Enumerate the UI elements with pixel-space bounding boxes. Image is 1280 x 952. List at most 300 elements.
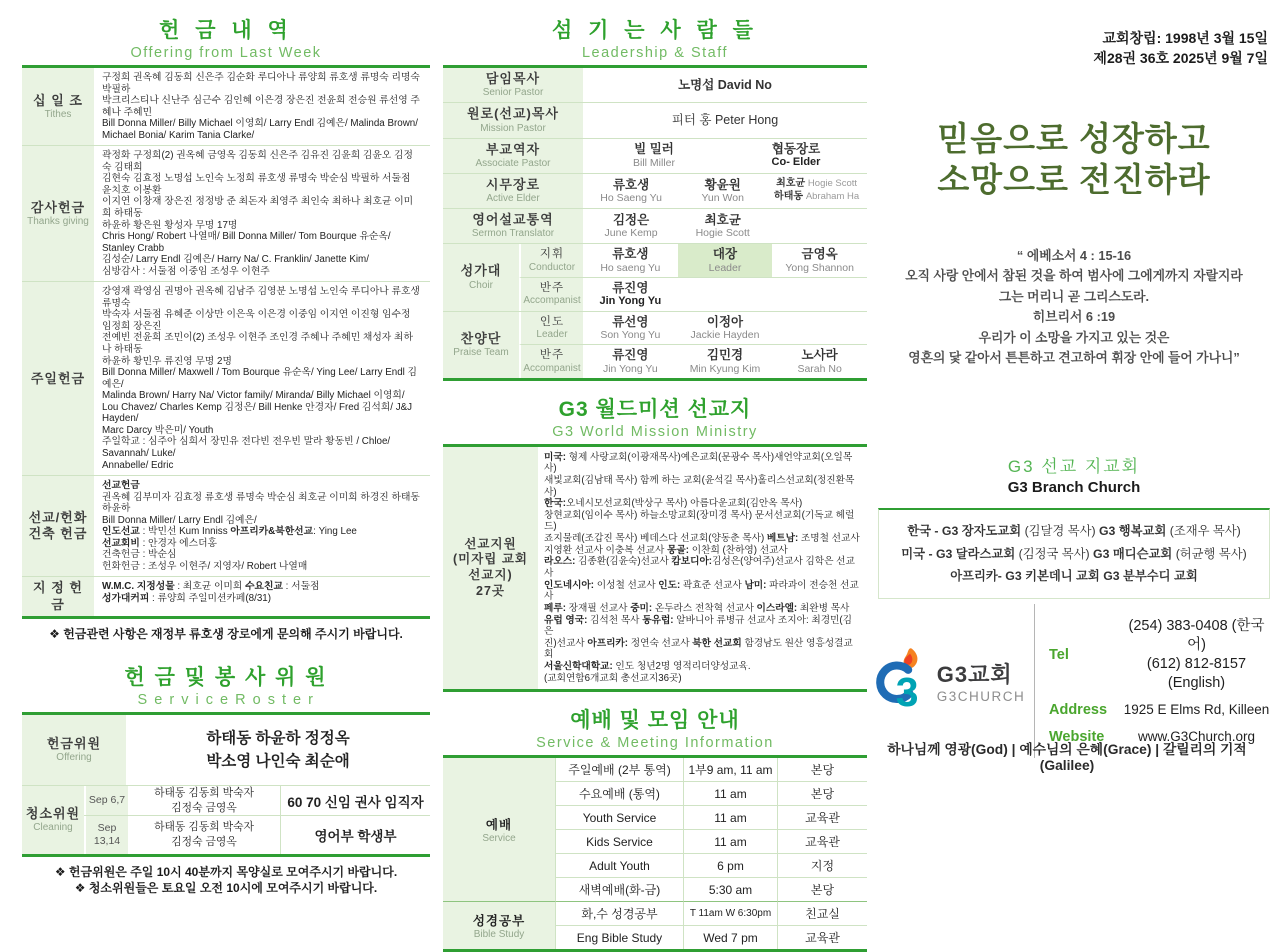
offering-column [22,0,430,899]
text-line: ❖ 청소위원들은 토요일 오전 10시에 모여주시기 바랍니다. [74,881,378,896]
text-line: 소망으로 전진하라 [937,161,1211,199]
text-line: 성가대커피 : 류양희 주일미션카페(8/31) [102,592,271,604]
service-cell: 11 am [683,781,777,805]
logo-name-ko: G3교회 [936,662,1013,688]
row-label [443,209,583,243]
person-en: Yong Shannon [785,261,854,274]
service-cell: 본당 [777,877,867,901]
cleaning-event: 영어부 학생부 [280,816,430,853]
person-ko: 대장 [712,247,738,262]
text-line: 지영환 선교사 이충복 선교사 몽골: 이찬희 (찬하영) 선교사 [544,544,788,556]
svg-text:3: 3 [895,669,919,716]
row-label-ko: 원로(선교)목사 [466,106,559,122]
logo-name-en: G3CHURCH [936,689,1026,705]
service-cell: 6 pm [683,853,777,877]
text-line: 죠지물레(조갑진 목사) 베데스다 선교회(양동춘 목사) 베트남: 조명철 선교사 [544,533,860,545]
contact-value [1121,701,1272,719]
person-ko: 류진영 [612,348,649,363]
row-label-ko: 선교지원 [464,536,517,551]
row-label-en: Associate Pastor [475,157,551,169]
text-line: 박숙자 서둘점 유혜준 이상만 이은욱 이은경 이중임 이지연 이진형 임수정 임정희 장은진 [102,309,411,332]
contact-label: Address [1049,702,1108,719]
person-en: Yun Won [701,192,744,205]
text-line: Bill Donna Miller/ Billy Michael 이영희/ Larry Endl 김예은/ Malinda Brown/ [102,118,418,130]
leadership-group-praise-team [443,311,867,378]
text-line: 유럽 영국: 김석천 목사 동유럽: 알바니아 류병규 선교사 조지아: 최경민(김은 [544,614,853,638]
contact-row-tel [1049,617,1272,692]
contact-label: Website [1049,728,1105,745]
service-cell: 수요예배 (통역) [555,781,683,805]
text-line: Marc Darcy 박은미/ Youth [102,424,214,436]
text-line: (254) 383-0408 (한국어) [1128,618,1265,653]
service-group-ko: 예배 [485,818,513,833]
text-line: 하윤하 황은원 황성자 무명 17명 [102,219,238,231]
row-label-en: Conductor [528,261,576,273]
offering-committee-names [126,715,430,786]
sub-role-label [519,344,583,377]
offering-notice: ❖ 헌금관련 사항은 재정부 류호생 장로에게 문의해 주시기 바랍니다. [49,626,403,641]
row-label [22,786,84,853]
person-cell [772,345,867,377]
text-line: Chris Hong/ Robert 나열매/ Bill Donna Miller/ Tom Bourque 유순옥/ Stanley Crabb [102,231,391,254]
service-cell: Youth Service [555,805,683,829]
person-cell [583,312,678,344]
person-cell [583,345,678,377]
offering-section-title [22,14,430,61]
sub-role-label [519,312,583,344]
text-line: 오직 사랑 안에서 참된 것을 하여 범사에 그에게까지 자랄지라 [905,268,1243,284]
person-cell [583,110,867,130]
theme-title [876,118,1272,201]
text-line: 선교헌금 [102,480,140,492]
leadership-title-ko: 섬 기 는 사 람 들 [552,19,758,42]
row-label-ko: 선교지) [468,567,513,582]
text-line: 곽정화 구정희(2) 권옥혜 금영옥 김동희 신은주 김유진 김윤희 김윤오 김정숙 김태희 [102,150,413,173]
row-label-en: Mission Pastor [480,122,546,134]
service-title-en: Service & Meeting Information [536,735,774,752]
branch-section-title [876,452,1272,496]
text-line: ❖ 헌금위원은 주일 10시 40분까지 목양실로 모여주시기 바랍니다. [54,864,398,879]
service-cell: Wed 7 pm [683,925,777,949]
row-label [443,68,583,102]
leadership-cells [583,244,867,276]
branch-church-list [878,508,1270,599]
roster-table [22,712,430,857]
row-label-ko: 담임목사 [485,71,541,86]
service-cell: 교육관 [777,925,867,949]
row-label-ko: 성가대 [460,263,502,279]
row-label-ko: 주일헌금 [30,370,86,386]
service-cell: 11 am [683,805,777,829]
text-line: “ 에베소서 4 : 15-16 [1016,248,1132,263]
text-line: (교회연합6개교회 총선교지36곳) [544,672,682,684]
person-cell [772,244,867,276]
text-line: 구정희 권옥혜 김동희 신은주 김순화 루디아나 류양희 류호생 류명숙 리명숙 박필하 [102,72,420,95]
row-label-ko: 건축 헌금 [28,526,88,542]
offering-row-designated [22,576,430,616]
branch-title-ko: G3 선교 지교회 [1007,457,1141,476]
text-line: 1925 E Elms Rd, Killeen [1123,702,1270,718]
row-label [22,476,94,576]
leadership-group-choir [443,243,867,310]
row-label-en: Tithes [44,108,72,120]
text-line: 영혼의 닻 같아서 튼튼하고 견고하여 휘장 안에 들어 가나니” [908,350,1240,366]
person-ko: 이정아 [706,314,744,329]
person-ko: 황윤원 [704,177,741,192]
person-ko: 김민경 [706,348,744,363]
leadership-cells [583,103,867,137]
mission-content [538,447,867,690]
mission-table [443,444,867,693]
service-cell: 화,수 성경공부 [555,901,683,925]
text-line: 히브리서 6 :19 [1032,309,1116,325]
offering-row-content [94,68,430,145]
scripture-verse [876,246,1272,369]
offering-row-tithes [22,68,430,145]
cleaning-date: Sep 13,14 [84,816,128,853]
sub-role-label [519,277,583,311]
contact-table [1034,604,1272,758]
row-label-ko: 부교역자 [485,141,541,157]
text-line: 믿음으로 성장하고 [937,120,1211,157]
service-group-label [443,758,555,901]
row-label-en: Cleaning [33,822,73,833]
person-cell [679,210,766,242]
text-line: 그는 머리니 곧 그리스도라. [998,288,1150,304]
text-line: 김성순/ Larry Endl 김예은/ Harry Na/ C. Franklin/ Janette Kim/ [102,254,369,266]
contact-value [1121,617,1272,692]
mission-label [443,447,538,690]
person-en: Jin Yong Yu [599,295,662,308]
row-label-ko: 십 일 조 [33,92,83,108]
person-cell [583,139,725,171]
leadership-row-senior-pastor [443,68,867,102]
person-ko: 빌 밀러 [634,142,674,157]
offering-row-content [94,282,430,475]
text-line: 인도네시아: 이성철 선교사 인도: 곽효준 선교사 남미: 파라과이 전승천 선교사 [544,579,859,603]
person-cell [678,244,773,276]
service-group-en: Service [482,833,516,845]
text-line: 박크리스티나 신난주 심근수 김인혜 이은경 장은진 전윤희 전승원 류선영 주혜나 주혜민 [102,95,420,118]
cleaning-names [128,816,280,853]
offering-row-content [94,146,430,281]
leadership-row-sermon-translator [443,208,867,243]
person-ko: 노명섭 David No [678,77,772,92]
row-label [22,715,126,786]
right-column [876,0,1272,777]
roster-offering-row [22,715,430,786]
text-line: 하태동 하윤하 정정옥 [206,729,350,747]
leadership-title-en: Leadership & Staff [581,45,729,61]
mission-title-ko: G3 월드미션 선교지 [558,397,752,421]
row-label [443,139,583,173]
leadership-row-mission-pastor [443,102,867,137]
service-cell: Eng Bible Study [555,925,683,949]
person-ko: 김정은 [612,212,650,227]
person-en: Min Kyung Kim [689,362,761,375]
text-line: 페루: 장재필 선교사 중미: 온두라스 전착혁 선교사 이스라엘: 최완병 목사 [544,602,850,614]
person-en: Jackie Hayden [690,329,760,342]
row-label-ko: 영어설교통역 [472,212,554,227]
text-line: Michael Bonia/ Karim Tania Clarke/ [102,129,255,141]
person-en: Bill Miller [633,156,675,169]
person-en: Ho Saeng Yu [600,192,662,205]
row-label-en: Choir [469,279,493,291]
text-line: Lou Chavez/ Charles Kemp 김정은/ Bill Henke 안경자/ Fred 김석희/ J&J Hayden/ [102,401,413,425]
cleaning-row [84,815,430,853]
text-line: 하태동 김동희 박숙자 [154,787,254,800]
row-label [443,312,519,378]
row-label-ko: 청소위원 [25,805,81,821]
person-ko: 류선영 [612,314,649,329]
row-label-en: Praise Team [453,346,509,358]
logo-texts [937,658,1026,704]
contact-row-address [1049,701,1272,719]
roster-section-title [22,661,430,708]
text-line: 이지연 이창재 장은진 정정방 준 최돈자 최영주 최인숙 최하나 최호균 이미희 하태동 [102,196,414,220]
text-line: 진)선교사 아프리카: 정연숙 선교사 북한 선교회 함경남도 원산 영흥성결교회 [544,637,853,661]
service-cell: 11 am [683,829,777,853]
service-group-en: Bible Study [473,929,525,941]
row-label-en: Accompanist [523,295,581,307]
person-cell [583,210,679,242]
row-label-ko: 인도 [539,315,565,328]
service-title-ko: 예배 및 모임 안내 [570,709,740,733]
service-cell: Kids Service [555,829,683,853]
offering-row-sunday [22,281,430,475]
leadership-cells [583,68,867,102]
row-label-ko: 선교/헌화 [28,509,88,525]
offering-row-mission-flower [22,475,430,576]
row-label [22,282,94,475]
g3-logo-icon [871,645,933,717]
cleaning-names-lines [154,786,254,815]
service-cell: 본당 [777,758,867,781]
row-label-ko: 반주 [539,282,565,294]
person-cell [583,278,678,311]
person-en: Son Yong Yu [600,329,661,342]
person-en: Co- Elder [771,156,821,169]
row-label-en: Accompanist [523,362,581,374]
text-line: Bill Donna Miller/ Larry Endl 김예은/ [102,514,257,526]
text-line: (612) 812-8157 (English) [1146,655,1247,691]
person-en: June Kemp [604,227,658,240]
service-section-title [443,704,867,751]
contact-block [862,604,1272,758]
person-cell [766,175,867,206]
text-line: 하윤하 황민우 류진영 무명 2명 [102,355,232,367]
mission-section-title [443,393,867,440]
person-en: Sarah No [797,362,842,375]
text-line: 강영재 곽영심 권명아 권옥혜 김남주 김영분 노명섭 노인숙 루디아나 류호생 류명숙 [102,286,420,309]
person-ko: 피터 홍 Peter Hong [671,113,779,128]
person-en: Ho saeng Yu [600,261,661,274]
row-label [22,146,94,281]
service-cell: T 11am W 6:30pm [683,901,777,925]
row-label [443,174,583,208]
row-label-en: Thanks giving [27,215,89,227]
person-pair: 최호균 Hogie Scott [776,178,858,190]
text-line: 새빛교회(김남태 목사) 함께 하는 교회(윤석길 목사)홀리스선교회(정진환목사) [544,474,855,498]
row-label-en: Leader [536,329,568,341]
person-ko: 류호생 [612,247,649,262]
offering-row-content [94,476,430,576]
contact-label: Tel [1049,646,1069,663]
service-cell: 새벽예배(화-금) [555,877,683,901]
row-label-ko: 지휘 [539,248,565,261]
text-line: 심방감사 : 서둘점 이중임 조성우 이현주 [102,265,270,277]
cleaning-row [84,786,430,815]
text-line: 건축헌금 : 박순심 [102,549,177,561]
leadership-cells [583,139,867,173]
row-label-ko: (미자립 교회 [452,552,528,567]
roster-cleaning-rows [22,785,430,853]
text-line: 아프리카- G3 키본데니 교회 G3 분부수디 교회 [950,569,1198,584]
leadership-cells [583,344,867,377]
row-label-ko: 지 정 헌 금 [33,580,83,612]
roster-title-en: S e r v i c e R o s t e r [137,691,315,708]
leadership-cells [583,209,867,243]
person-en: Leader [708,261,742,274]
cleaning-event: 60 70 신임 권사 임직자 [280,786,430,815]
text-line: www.G3Church.org [1137,728,1256,744]
roster-notices [22,864,430,898]
person-ko: 류진영 [612,280,649,295]
text-line: Malinda Brown/ Harry Na/ Victor family/ Miranda/ Billy Michael 이영희/ [102,390,405,402]
service-table [443,755,867,952]
text-line: 서울신학대학교: 인도 청년2명 영적리더양성교육. [544,661,751,673]
service-cell: 5:30 am [683,877,777,901]
person-cell [679,175,766,207]
mission-title-en: G3 World Mission Ministry [552,423,758,440]
cleaning-names-lines [154,820,254,849]
text-line: 주일학교 : 심주아 심희서 장민유 전다빈 전우빈 말라 황동빈 / Chloe/ Savannah/ Luke/ [102,436,391,459]
cleaning-names [128,786,280,815]
service-cell: 교육관 [777,829,867,853]
text-line: Annabelle/ Edric [102,459,174,471]
person-cell [772,291,867,297]
person-cell [725,139,867,172]
service-cell: 지정 [777,853,867,877]
tagline: 하나님께 영광(God) | 예수님의 은혜(Grace) | 갈릴리의 기적(Galilee) [887,742,1247,773]
offering-row-content [94,577,430,616]
text-line: 한국 - G3 장자도교회 (김달경 목사) G3 행복교회 (조재우 목사) [907,524,1241,538]
person-ko: 노사라 [801,348,838,363]
person-cell [766,223,867,229]
text-line: 하태동 김동희 박숙자 [154,821,254,834]
person-ko: 협동장로 [771,142,821,157]
church-logo [862,645,1034,717]
row-label-ko: 27곳 [476,583,505,598]
text-line: 김현숙 김효정 노명섭 노인숙 노정희 류호생 류명숙 박순심 박필하 서둘점 윤치호 이봉환 [102,173,411,196]
text-line: 선교회비 : 안경자 에스더홍 [102,537,217,549]
row-label [22,68,94,145]
service-cell: 친교실 [777,901,867,925]
text-line: Bill Donna Miller/ Maxwell / Tom Bourque 유순옥/ Ying Lee/ Larry Endl 김예은/ [102,367,418,390]
text-line: 미국 - G3 달라스교회 (김정국 목사) G3 매디슨교회 (허균행 목사) [901,546,1247,561]
text-line: 창현교회(임이수 목사) 하늘소망교회(장미경 목사) 문서선교회(기독교 헤럴드) [544,509,855,533]
leadership-cells [583,174,867,208]
person-cell [583,175,679,207]
person-cell [678,291,773,297]
cleaning-date: Sep 6,7 [84,786,128,815]
row-label-ko: 헌금위원 [46,735,102,751]
roster-title-ko: 헌 금 및 봉 사 위 원 [124,665,328,689]
text-line: 헌화헌금 : 조성우 이현주/ 지영자/ Robert 나열매 [102,560,308,572]
leadership-row-associate-pastor [443,138,867,173]
row-label [443,103,583,137]
row-label-en: Offering [56,752,92,764]
service-cell: Adult Youth [555,853,683,877]
service-group-ko: 성경공부 [472,914,526,929]
publication-info [1093,28,1268,69]
row-label-ko: 찬양단 [460,330,502,346]
leadership-section-title [443,14,867,61]
service-group-label [443,901,555,949]
cleaning-subrows [84,786,430,853]
row-label-en: Sermon Translator [471,228,555,240]
middle-column [443,0,867,952]
text-line: 미국: 형제 사랑교회(이광재목사)예은교회(문광수 목사)새언약교회(오일목사) [544,451,853,475]
text-line: 김정숙 금영옥 [171,835,237,848]
person-cell [583,244,678,276]
text-line: 제28권 36호 2025년 9월 7일 [1093,50,1268,67]
text-line: 전예빈 전윤희 조민이(2) 조성우 이현주 조인경 주혜나 주혜민 채성자 최하나 하태동 [102,332,413,356]
service-cell: 1부9 am, 11 am [683,758,777,781]
text-line: W.M.C. 지정성물 : 최호균 이미희 수요친교 : 서둘점 [102,581,320,593]
text-line: 권옥혜 김부미자 김효정 류호생 류명숙 박순심 최호균 이미희 하경진 하태동 하윤하 [102,491,420,515]
leadership-cells [583,312,867,344]
sub-role-label [519,244,583,276]
service-cell: 교육관 [777,805,867,829]
row-label-ko: 반주 [539,349,565,362]
offering-row-thanks [22,145,430,281]
offering-title-ko: 헌 금 내 역 [159,19,293,42]
text-line: 인도선교 : 박민선 Kum Inniss 아프리카&북한선교: Ying Lee [102,526,357,538]
text-line: 라오스: 김종환(김윤숙)선교사 캄보디아:김성은(양여주)선교사 김학은 선교사 [544,556,855,579]
row-label-ko: 감사헌금 [30,199,86,215]
person-cell [772,325,867,331]
text-line: 한국:오네시모선교회(박상구 목사) 아름다운교회(김안옥 목사) [544,498,803,510]
leadership-row-active-elder [443,173,867,208]
row-label [443,244,519,310]
mission-row [443,447,867,690]
person-ko: 류호생 [612,177,650,192]
person-pair: 하태동 Abraham Ha [774,190,860,202]
person-cell [583,75,867,95]
person-en: Jin Yong Yu [602,362,658,375]
person-ko: 최호균 [704,212,741,227]
person-en: Hogie Scott [695,227,750,240]
leadership-cells [583,277,867,311]
person-ko: 금영옥 [801,247,838,262]
text-line: 우리가 이 소망을 가지고 있는 것은 [978,329,1170,345]
service-cell: 주일예배 (2부 통역) [555,758,683,781]
text-line: 김정숙 금영옥 [171,801,237,814]
row-label-en: Active Elder [486,193,540,204]
text-line: 박소영 나인숙 최순애 [206,752,350,770]
person-cell [678,312,773,344]
text-line: 교회창립: 1998년 3월 15일 [1102,30,1268,46]
person-cell [678,345,773,377]
offering-title-en: Offering from Last Week [130,45,322,61]
row-label-en: Senior Pastor [482,87,544,99]
row-label-ko: 시무장로 [485,176,541,192]
service-cell: 본당 [777,781,867,805]
row-label [22,577,94,616]
offering-table [22,65,430,619]
leadership-table [443,65,867,381]
